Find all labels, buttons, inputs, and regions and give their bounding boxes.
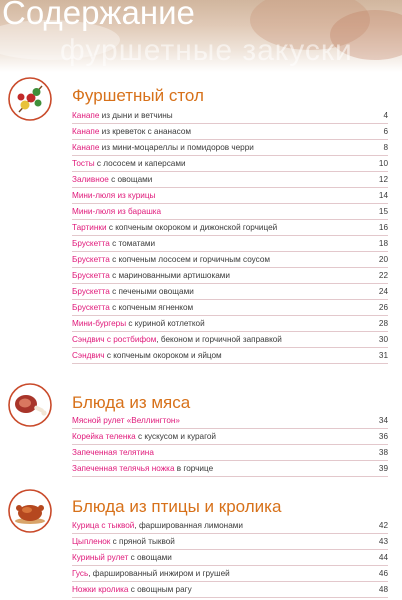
dish-detail: из мини-моцареллы и помидоров черри (99, 143, 254, 152)
page-number: 22 (378, 271, 388, 280)
dish-detail: с кускусом и курагой (135, 432, 216, 441)
page-title: Содержание (2, 0, 195, 31)
page-number: 36 (378, 432, 388, 441)
toc-entry[interactable] (72, 157, 388, 171)
dish-detail: с овощами (128, 553, 172, 562)
page-number: 46 (378, 569, 388, 578)
toc-entry[interactable] (72, 535, 388, 549)
dish-name: Тосты (72, 159, 95, 168)
toc-entry[interactable] (72, 237, 388, 251)
page-number: 15 (378, 207, 388, 216)
toc-entry[interactable] (72, 446, 388, 460)
divider (72, 428, 388, 429)
divider (72, 235, 388, 236)
divider (72, 171, 388, 172)
divider (72, 251, 388, 252)
section-heading: Блюда из птицы и кролика (72, 497, 282, 516)
dish-detail: из креветок с ананасом (99, 127, 192, 136)
page-number: 24 (378, 287, 388, 296)
page-number: 38 (378, 448, 388, 457)
page-number: 31 (378, 351, 388, 360)
dish-name: Мини-бургеры (72, 319, 127, 328)
dish-name: Канапе (72, 111, 100, 120)
dish-name: Канапе (72, 143, 100, 152)
page-number: 4 (383, 111, 388, 120)
divider (72, 549, 388, 550)
toc-entry[interactable] (72, 567, 388, 581)
page-number: 10 (378, 159, 388, 168)
dish-name: Брускетта (72, 303, 110, 312)
divider (72, 347, 388, 348)
dish-name: Брускетта (72, 287, 110, 296)
toc-entry[interactable] (72, 173, 388, 187)
divider (72, 299, 388, 300)
page-number: 14 (378, 191, 388, 200)
toc-entry[interactable] (72, 285, 388, 299)
toc-entry[interactable] (72, 519, 388, 533)
dish-detail: с овощным рагу (128, 585, 192, 594)
page-number: 8 (383, 143, 388, 152)
toc-entry[interactable] (72, 333, 388, 347)
dish-name: Тартинки (72, 223, 107, 232)
page-number: 34 (378, 416, 388, 425)
divider (72, 267, 388, 268)
dish-name: Цыпленок (72, 537, 111, 546)
page-number: 6 (383, 127, 388, 136)
page-number: 44 (378, 553, 388, 562)
divider (72, 155, 388, 156)
divider (72, 219, 388, 220)
page-number: 30 (378, 335, 388, 344)
divider (72, 363, 388, 364)
toc-entry[interactable] (72, 221, 388, 235)
dish-name: Брускетта (72, 255, 110, 264)
divider (72, 460, 388, 461)
dish-name: Брускетта (72, 239, 110, 248)
dish-detail: в горчице (174, 464, 214, 473)
toc-entry[interactable] (72, 430, 388, 444)
toc-entry[interactable] (72, 125, 388, 139)
toc-entry[interactable] (72, 205, 388, 219)
dish-detail: с пряной тыквой (110, 537, 175, 546)
dish-name: Корейка теленка (72, 432, 136, 441)
dish-detail: , беконом и горчичной заправкой (156, 335, 282, 344)
page-number: 42 (378, 521, 388, 530)
dish-detail: , фаршированный инжиром и грушей (88, 569, 230, 578)
toc-entry[interactable] (72, 141, 388, 155)
divider (72, 565, 388, 566)
dish-detail: с овощами (108, 175, 153, 184)
dish-detail: с куриной котлеткой (126, 319, 205, 328)
dish-name: Ножки кролика (72, 585, 129, 594)
page-number: 16 (378, 223, 388, 232)
toc-entry[interactable] (72, 583, 388, 597)
section-heading: Блюда из мяса (72, 393, 191, 412)
divider (72, 331, 388, 332)
dish-detail: с копченым лососем и горчичным соусом (109, 255, 271, 264)
toc-entry[interactable] (72, 109, 388, 123)
divider (72, 476, 388, 477)
dish-name: Сэндвич с ростбифом (72, 335, 157, 344)
dish-name: Гусь (72, 569, 89, 578)
skewer-icon (7, 76, 53, 122)
dish-detail: с копченым ягненком (109, 303, 194, 312)
dish-detail: с лососем и каперсами (94, 159, 186, 168)
toc-entry[interactable] (72, 414, 388, 428)
divider (72, 123, 388, 124)
divider (72, 315, 388, 316)
divider (72, 533, 388, 534)
dish-name: Сэндвич (72, 351, 105, 360)
page-number: 12 (378, 175, 388, 184)
roast-chicken-icon (7, 488, 53, 534)
page-number: 48 (378, 585, 388, 594)
banner-ghost-text: фуршетные закуски (60, 34, 353, 67)
page-number: 28 (378, 319, 388, 328)
toc-entry[interactable] (72, 551, 388, 565)
page-number: 18 (378, 239, 388, 248)
section-heading: Фуршетный стол (72, 86, 204, 105)
dish-detail: с маринованными артишоками (109, 271, 230, 280)
dish-detail: с томатами (109, 239, 156, 248)
toc-entry[interactable] (72, 301, 388, 315)
ham-icon (7, 382, 53, 428)
toc-entry[interactable] (72, 462, 388, 476)
toc-entry[interactable] (72, 189, 388, 203)
toc-entry[interactable] (72, 317, 388, 331)
page-number: 39 (378, 464, 388, 473)
dish-name: Брускетта (72, 271, 110, 280)
dish-detail: , фаршированная лимонами (134, 521, 243, 530)
divider (72, 283, 388, 284)
dish-name: Мини-люля из курицы (72, 191, 156, 200)
dish-name: Запеченная телячья ножка (72, 464, 175, 473)
dish-name: Мини-люля из барашка (72, 207, 162, 216)
toc-entry[interactable] (72, 253, 388, 267)
dish-detail: с копченым окороком и дижонской горчицей (106, 223, 278, 232)
dish-name: Курица с тыквой (72, 521, 135, 530)
divider (72, 581, 388, 582)
dish-detail: с копченым окороком и яйцом (104, 351, 222, 360)
page-number: 20 (378, 255, 388, 264)
dish-detail: с печеными овощами (109, 287, 194, 296)
dish-detail: из дыни и ветчины (99, 111, 173, 120)
dish-name: Куриный рулет (72, 553, 129, 562)
divider (72, 203, 388, 204)
toc-entry[interactable] (72, 269, 388, 283)
dish-name: Запеченная телятина (72, 448, 154, 457)
toc-entry[interactable] (72, 349, 388, 363)
dish-name: Канапе (72, 127, 100, 136)
page-number: 26 (378, 303, 388, 312)
divider (72, 139, 388, 140)
divider (72, 187, 388, 188)
divider (72, 444, 388, 445)
header-banner (0, 0, 402, 72)
dish-name: Мясной рулет «Веллингтон» (72, 416, 180, 425)
page-number: 43 (378, 537, 388, 546)
dish-name: Заливное (72, 175, 109, 184)
divider (72, 597, 388, 598)
